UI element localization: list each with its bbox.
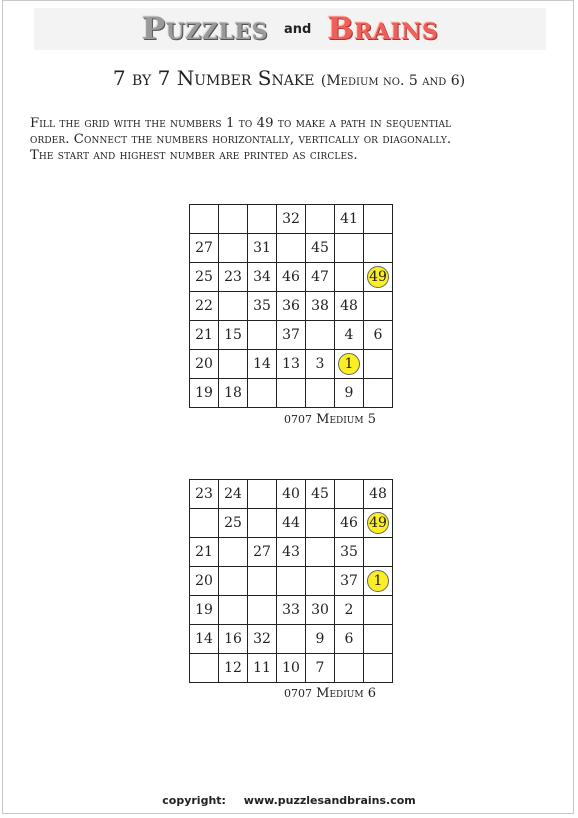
cell-number: 48: [340, 298, 358, 314]
grid-cell[interactable]: [306, 509, 335, 538]
grid-cell[interactable]: [219, 263, 248, 292]
grid-cell[interactable]: [364, 625, 393, 654]
grid-cell[interactable]: [190, 509, 219, 538]
logo-puzzles: Puzzles: [141, 11, 269, 47]
grid-cell[interactable]: [248, 509, 277, 538]
cell-number: 19: [195, 385, 213, 401]
grid-cell[interactable]: [306, 596, 335, 625]
grid-cell[interactable]: [335, 567, 364, 596]
cell-number: 38: [311, 298, 329, 314]
puzzle-caption-medium-6: [284, 686, 376, 701]
instruction-line: Fill the grid with the numbers 1 to 49 to make a path in sequential: [30, 116, 452, 131]
grid-cell[interactable]: [190, 379, 219, 408]
cell-number: 35: [340, 544, 358, 560]
grid-cell[interactable]: [335, 292, 364, 321]
grid-cell[interactable]: [277, 205, 306, 234]
grid-cell[interactable]: [306, 654, 335, 683]
cell-number: 7: [315, 660, 325, 676]
grid-cell[interactable]: [364, 509, 393, 538]
grid-cell[interactable]: [364, 205, 393, 234]
grid-cell[interactable]: [335, 321, 364, 350]
copyright-label: copyright:: [162, 794, 226, 807]
cell-number: 34: [253, 269, 271, 285]
cell-number: 12: [224, 660, 242, 676]
cell-number: 4: [344, 327, 354, 343]
grid-cell[interactable]: [219, 234, 248, 263]
grid-cell[interactable]: [219, 480, 248, 509]
grid-cell[interactable]: [190, 292, 219, 321]
cell-number: 6: [344, 631, 354, 647]
grid-cell[interactable]: [277, 234, 306, 263]
grid-cell[interactable]: [335, 538, 364, 567]
cell-number: 1: [373, 573, 383, 589]
grid-cell[interactable]: [248, 625, 277, 654]
grid-cell[interactable]: [364, 263, 393, 292]
grid-cell[interactable]: [364, 292, 393, 321]
cell-number: 3: [315, 356, 325, 372]
grid-cell[interactable]: [335, 350, 364, 379]
cell-number: 32: [253, 631, 271, 647]
grid-cell[interactable]: [248, 292, 277, 321]
cell-number: 36: [282, 298, 300, 314]
cell-number: 47: [311, 269, 329, 285]
cell-number: 35: [253, 298, 271, 314]
cell-number: 14: [195, 631, 213, 647]
instruction-line: The start and highest number are printed as circles.: [30, 148, 358, 163]
grid-cell[interactable]: [306, 350, 335, 379]
puzzle-code: 0707: [284, 413, 312, 426]
grid-cell[interactable]: [277, 350, 306, 379]
grid-cell[interactable]: [335, 205, 364, 234]
cell-number: 44: [282, 515, 300, 531]
logo-banner: [34, 8, 546, 50]
puzzle-caption-medium-5: [284, 412, 376, 427]
cell-number: 19: [195, 602, 213, 618]
grid-cell[interactable]: [248, 234, 277, 263]
puzzle-label: Medium 6: [316, 686, 376, 701]
grid-cell[interactable]: [219, 625, 248, 654]
grid-cell[interactable]: [248, 596, 277, 625]
puzzle-code: 0707: [284, 687, 312, 700]
grid-cell[interactable]: [248, 263, 277, 292]
grid-cell[interactable]: [248, 205, 277, 234]
cell-number: 45: [311, 486, 329, 502]
cell-number: 43: [282, 544, 300, 560]
grid-cell[interactable]: [277, 263, 306, 292]
grid-cell[interactable]: [190, 350, 219, 379]
puzzle-label: Medium 5: [316, 412, 376, 427]
grid-cell[interactable]: [219, 292, 248, 321]
cell-number: 25: [195, 269, 213, 285]
cell-number: 37: [282, 327, 300, 343]
cell-number: 23: [195, 486, 213, 502]
grid-cell[interactable]: [190, 596, 219, 625]
grid-cell[interactable]: [335, 625, 364, 654]
cell-number: 21: [195, 544, 213, 560]
cell-number: 24: [224, 486, 242, 502]
title-main: 7 by 7 Number Snake: [112, 66, 315, 90]
grid-cell[interactable]: [277, 292, 306, 321]
cell-number: 27: [195, 240, 213, 256]
cell-number: 32: [282, 211, 300, 227]
cell-number: 1: [344, 356, 354, 372]
grid-cell[interactable]: [306, 292, 335, 321]
cell-number: 20: [195, 573, 213, 589]
grid-cell[interactable]: [306, 538, 335, 567]
grid-cell[interactable]: [364, 234, 393, 263]
copyright-url: www.puzzlesandbrains.com: [243, 794, 416, 807]
grid-cell[interactable]: [364, 321, 393, 350]
grid-cell[interactable]: [306, 205, 335, 234]
grid-cell[interactable]: [248, 654, 277, 683]
cell-number: 48: [369, 486, 387, 502]
instructions: [30, 116, 560, 164]
cell-number: 25: [224, 515, 242, 531]
grid-cell[interactable]: [190, 567, 219, 596]
grid-cell[interactable]: [335, 480, 364, 509]
grid-cell[interactable]: [219, 205, 248, 234]
cell-number: 2: [344, 602, 354, 618]
cell-number: 45: [311, 240, 329, 256]
grid-cell[interactable]: [219, 538, 248, 567]
grid-cell[interactable]: [277, 654, 306, 683]
cell-number: 20: [195, 356, 213, 372]
title-sub: (Medium no. 5 and 6): [320, 73, 466, 89]
grid-cell[interactable]: [190, 263, 219, 292]
cell-number: 49: [369, 515, 387, 531]
grid-cell[interactable]: [190, 480, 219, 509]
cell-number: 21: [195, 327, 213, 343]
grid-cell[interactable]: [306, 321, 335, 350]
grid-cell[interactable]: [190, 654, 219, 683]
logo-and: and: [284, 21, 312, 37]
cell-number: 49: [369, 269, 387, 285]
grid-cell[interactable]: [248, 321, 277, 350]
footer: [0, 794, 578, 807]
grid-cell[interactable]: [306, 379, 335, 408]
grid-cell[interactable]: [248, 480, 277, 509]
grid-cell[interactable]: [277, 596, 306, 625]
grid-cell[interactable]: [364, 538, 393, 567]
cell-number: 18: [224, 385, 242, 401]
cell-number: 9: [344, 385, 354, 401]
grid-cell[interactable]: [277, 509, 306, 538]
grid-cell[interactable]: [335, 654, 364, 683]
cell-number: 37: [340, 573, 358, 589]
grid-cell[interactable]: [335, 509, 364, 538]
grid-cell[interactable]: [277, 567, 306, 596]
cell-number: 27: [253, 544, 271, 560]
cell-number: 14: [253, 356, 271, 372]
grid-cell[interactable]: [335, 379, 364, 408]
grid-cell[interactable]: [190, 625, 219, 654]
cell-number: 22: [195, 298, 213, 314]
grid-cell[interactable]: [248, 538, 277, 567]
grid-cell[interactable]: [277, 321, 306, 350]
cell-number: 10: [282, 660, 300, 676]
grid-cell[interactable]: [335, 234, 364, 263]
puzzle-grid-medium-6: [189, 479, 393, 683]
cell-number: 13: [282, 356, 300, 372]
grid-cell[interactable]: [277, 480, 306, 509]
grid-cell[interactable]: [219, 596, 248, 625]
cell-number: 30: [311, 602, 329, 618]
cell-number: 6: [373, 327, 383, 343]
grid-cell[interactable]: [248, 567, 277, 596]
cell-number: 23: [224, 269, 242, 285]
grid-cell[interactable]: [248, 379, 277, 408]
grid-cell[interactable]: [306, 625, 335, 654]
grid-cell[interactable]: [306, 263, 335, 292]
grid-cell[interactable]: [248, 350, 277, 379]
cell-number: 16: [224, 631, 242, 647]
grid-cell[interactable]: [190, 205, 219, 234]
page-title: [0, 66, 578, 90]
grid-cell[interactable]: [364, 596, 393, 625]
cell-number: 33: [282, 602, 300, 618]
cell-number: 15: [224, 327, 242, 343]
grid-cell[interactable]: [219, 509, 248, 538]
cell-number: 11: [253, 660, 271, 676]
grid-cell[interactable]: [306, 567, 335, 596]
grid-cell[interactable]: [190, 321, 219, 350]
grid-cell[interactable]: [335, 263, 364, 292]
grid-cell[interactable]: [364, 480, 393, 509]
cell-number: 46: [340, 515, 358, 531]
grid-cell[interactable]: [277, 538, 306, 567]
grid-cell[interactable]: [277, 625, 306, 654]
grid-cell[interactable]: [219, 350, 248, 379]
cell-number: 9: [315, 631, 325, 647]
grid-cell[interactable]: [219, 321, 248, 350]
grid-cell[interactable]: [277, 379, 306, 408]
puzzle-grid-medium-5: [189, 204, 393, 408]
grid-cell[interactable]: [364, 350, 393, 379]
grid-cell[interactable]: [364, 654, 393, 683]
grid-cell[interactable]: [306, 234, 335, 263]
logo-brains: Brains: [327, 11, 439, 47]
grid-cell[interactable]: [306, 480, 335, 509]
cell-number: 41: [340, 211, 358, 227]
cell-number: 40: [282, 486, 300, 502]
cell-number: 46: [282, 269, 300, 285]
grid-cell[interactable]: [364, 379, 393, 408]
cell-number: 31: [253, 240, 271, 256]
grid-cell[interactable]: [219, 379, 248, 408]
grid-cell[interactable]: [335, 596, 364, 625]
grid-cell[interactable]: [364, 567, 393, 596]
grid-cell[interactable]: [190, 538, 219, 567]
grid-cell[interactable]: [190, 234, 219, 263]
instruction-line: order. Connect the numbers horizontally, vertically or diagonally.: [30, 132, 452, 147]
grid-cell[interactable]: [219, 567, 248, 596]
grid-cell[interactable]: [219, 654, 248, 683]
